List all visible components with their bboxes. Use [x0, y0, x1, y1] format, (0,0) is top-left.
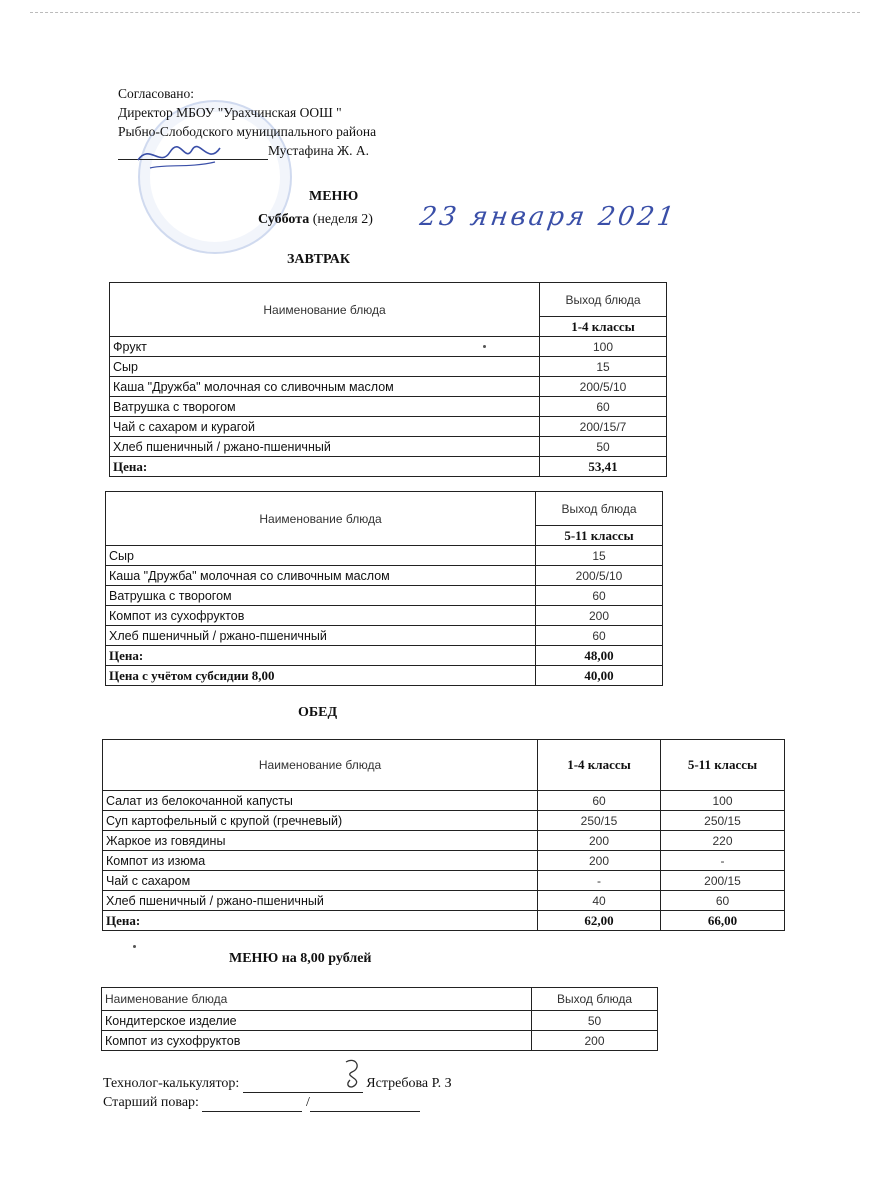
table-row: [103, 851, 785, 871]
price-value-senior: 66,00: [661, 911, 785, 931]
table-row: [106, 546, 663, 566]
dish-name: Компот из сухофруктов: [106, 606, 536, 626]
dish-name: Сыр: [110, 357, 540, 377]
table-row: [102, 1031, 658, 1051]
dish-name: Жаркое из говядины: [103, 831, 538, 851]
price-label: Цена:: [103, 911, 538, 931]
dish-name: Ватрушка с творогом: [110, 397, 540, 417]
dish-output: 200/5/10: [540, 377, 667, 397]
lunch-heading: ОБЕД: [298, 705, 338, 720]
dish-output: 200: [532, 1031, 658, 1051]
footer-signatures: [103, 1074, 452, 1112]
dish-name: Суп картофельный с крупой (гречневый): [103, 811, 538, 831]
table-row: [103, 791, 785, 811]
dish-output: 200: [536, 606, 663, 626]
table-row: [106, 566, 663, 586]
price-label: Цена:: [106, 646, 536, 666]
dish-name: Хлеб пшеничный / ржано-пшеничный: [110, 437, 540, 457]
dish-output-junior: 200: [538, 831, 661, 851]
technologist-label: Технолог-калькулятор:: [103, 1076, 240, 1091]
table-row: [102, 1011, 658, 1031]
table-row: [103, 871, 785, 891]
scan-speck: [483, 345, 486, 348]
dish-name: Каша "Дружба" молочная со сливочным маслом: [106, 566, 536, 586]
dish-output: 60: [536, 586, 663, 606]
dish-output-senior: 100: [661, 791, 785, 811]
col-header-output: Выход блюда: [532, 988, 658, 1011]
price-row: [110, 457, 667, 477]
col-header-class-junior: 1-4 классы: [538, 740, 661, 791]
table-row: [106, 606, 663, 626]
cook-label: Старший повар:: [103, 1095, 199, 1110]
col-header-name: Наименование блюда: [103, 740, 538, 791]
dish-output: 60: [540, 397, 667, 417]
dish-output-senior: 60: [661, 891, 785, 911]
breakfast-senior-table: [105, 491, 663, 686]
col-header-name: Наименование блюда: [106, 492, 536, 546]
dish-name: Хлеб пшеничный / ржано-пшеничный: [106, 626, 536, 646]
day-name: Суббота: [258, 212, 310, 227]
dish-name: Компот из изюма: [103, 851, 538, 871]
dish-output-junior: -: [538, 871, 661, 891]
dish-output-junior: 40: [538, 891, 661, 911]
week-label: (неделя 2): [312, 212, 373, 227]
dish-name: Фрукт: [110, 337, 540, 357]
dish-name: Сыр: [106, 546, 536, 566]
price-value: 48,00: [536, 646, 663, 666]
dish-output-junior: 60: [538, 791, 661, 811]
price-label: Цена:: [110, 457, 540, 477]
dish-output-junior: 250/15: [538, 811, 661, 831]
approval-line-1: Согласовано:: [118, 86, 194, 101]
subsidy-price-value: 40,00: [536, 666, 663, 686]
director-signature: [130, 138, 230, 178]
dish-name: Хлеб пшеничный / ржано-пшеничный: [103, 891, 538, 911]
dish-output: 100: [540, 337, 667, 357]
table-row: [110, 357, 667, 377]
col-header-class: 5-11 классы: [536, 526, 663, 546]
cook-separator: /: [305, 1095, 310, 1110]
dish-output-senior: 250/15: [661, 811, 785, 831]
col-header-output: Выход блюда: [540, 283, 667, 317]
dish-name: Ватрушка с творогом: [106, 586, 536, 606]
price-row: [106, 646, 663, 666]
approval-line-3: Рыбно-Слободского муниципального района: [118, 124, 377, 139]
table-row: [110, 397, 667, 417]
dish-name: Кондитерское изделие: [102, 1011, 532, 1031]
dish-name: Чай с сахаром: [103, 871, 538, 891]
approval-line-2: Директор МБОУ "Урахчинская ООШ ": [118, 105, 342, 120]
table-row: [106, 586, 663, 606]
lunch-table: [102, 739, 785, 931]
dish-output: 50: [540, 437, 667, 457]
col-header-name: Наименование блюда: [110, 283, 540, 337]
table-row: [103, 891, 785, 911]
approval-signer: Мустафина Ж. А.: [268, 143, 369, 158]
dish-output-senior: 220: [661, 831, 785, 851]
breakfast-heading: ЗАВТРАК: [287, 252, 351, 267]
price-value-junior: 62,00: [538, 911, 661, 931]
dish-output: 15: [540, 357, 667, 377]
dish-output: 15: [536, 546, 663, 566]
col-header-class: 1-4 классы: [540, 317, 667, 337]
subsidy-price-row: [106, 666, 663, 686]
dish-name: Компот из сухофруктов: [102, 1031, 532, 1051]
col-header-output: Выход блюда: [536, 492, 663, 526]
dish-name: Каша "Дружба" молочная со сливочным маслом: [110, 377, 540, 397]
dish-name: Чай с сахаром и курагой: [110, 417, 540, 437]
table-row: [110, 437, 667, 457]
col-header-name: Наименование блюда: [102, 988, 532, 1011]
dish-output: 50: [532, 1011, 658, 1031]
table-row: [110, 337, 667, 357]
cook-signature-blank: [202, 1098, 302, 1112]
technologist-line: [103, 1074, 452, 1093]
menu8-heading: МЕНЮ на 8,00 рублей: [229, 951, 372, 966]
breakfast-junior-table: [109, 282, 667, 477]
col-header-class-senior: 5-11 классы: [661, 740, 785, 791]
table-row: [106, 626, 663, 646]
dish-name: Салат из белокочанной капусты: [103, 791, 538, 811]
price-value: 53,41: [540, 457, 667, 477]
dish-output: 200/15/7: [540, 417, 667, 437]
scan-edge-line: [30, 12, 860, 14]
technologist-name: Ястребова Р. З: [366, 1076, 452, 1091]
scan-speck: [133, 945, 136, 948]
cook-name-blank: [310, 1098, 420, 1112]
menu8-table: [101, 987, 658, 1051]
table-row: [110, 417, 667, 437]
price-row: [103, 911, 785, 931]
technologist-signature: [340, 1058, 370, 1090]
handwritten-date: 23 января 2021: [417, 202, 679, 232]
day-line: [258, 212, 373, 228]
dish-output: 60: [536, 626, 663, 646]
table-row: [103, 811, 785, 831]
cook-line: [103, 1093, 452, 1112]
dish-output: 200/5/10: [536, 566, 663, 586]
dish-output-junior: 200: [538, 851, 661, 871]
table-row: [110, 377, 667, 397]
subsidy-price-label: Цена с учётом субсидии 8,00: [106, 666, 536, 686]
table-row: [103, 831, 785, 851]
menu-title: МЕНЮ: [309, 189, 359, 204]
dish-output-senior: -: [661, 851, 785, 871]
dish-output-senior: 200/15: [661, 871, 785, 891]
